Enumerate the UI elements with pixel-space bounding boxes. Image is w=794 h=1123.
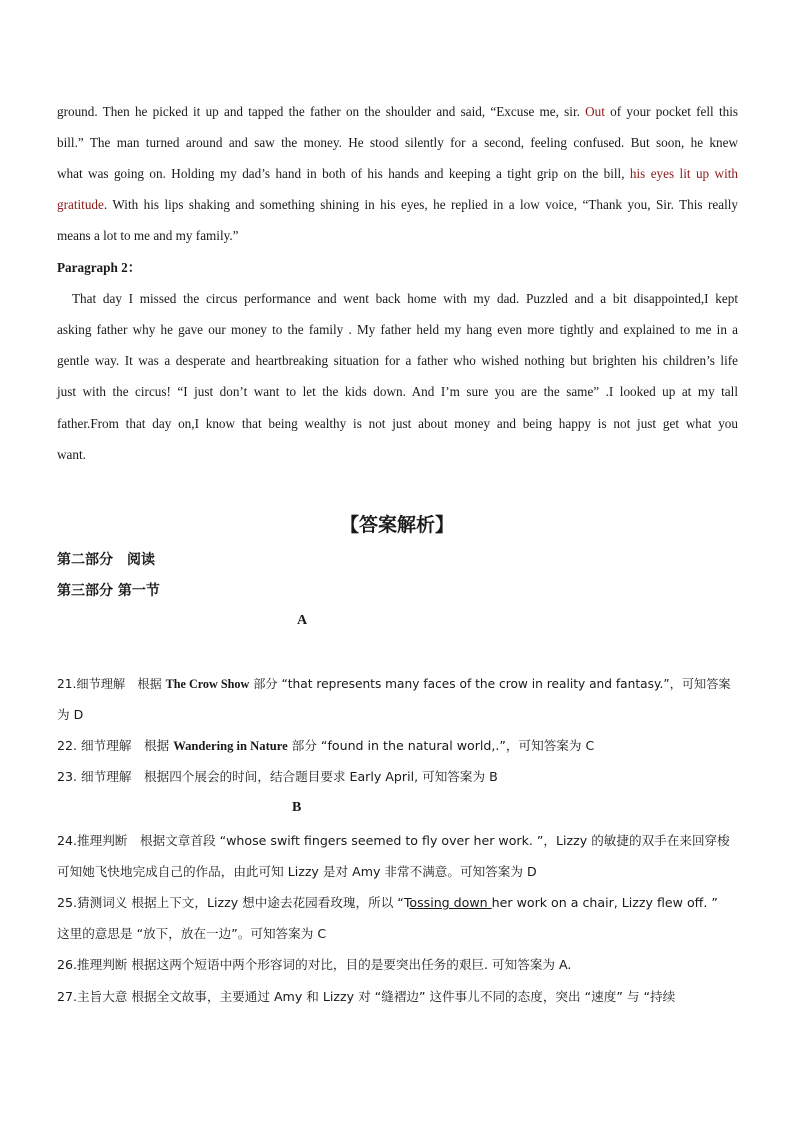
section-b-label: B bbox=[292, 800, 302, 815]
paragraph-2-line: asking father why he gave our money to the family . My father held my hang even more tightly and explained to me in a bbox=[57, 322, 738, 337]
paragraph-2-line: want. bbox=[57, 447, 86, 462]
paragraph-2-line: father.From that day on,I know that being wealthy is not just about money and being happy is not just get what you bbox=[57, 416, 738, 431]
passage-line: what was going on. Holding my dad’s hand in both of his hands and keeping a tight grip on the bill, his eyes lit up with bbox=[57, 166, 738, 181]
part-3-heading: 第三部分 第一节 bbox=[57, 583, 160, 599]
part-2-heading: 第二部分 阅读 bbox=[57, 552, 155, 568]
answer-item: 可知她飞快地完成自己的作品，由此可知 Lizzy 是对 Amy 非常不满意。可知答案为 D bbox=[57, 864, 537, 879]
answer-item: 这里的意思是 “放下，放在一边”。可知答案为 C bbox=[57, 926, 327, 941]
paragraph-2-line: just with the circus! “I just don’t want to let the kids down. And I’m sure you are the same” .I looked up at my tall bbox=[57, 384, 738, 399]
answer-item: 21.细节理解 根据 The Crow Show 部分 “that represents many faces of the crow in reality and fantasy.”，可知答案 bbox=[57, 677, 731, 691]
answer-item: 22. 细节理解 根据 Wandering in Nature 部分 “found in the natural world,.”，可知答案为 C bbox=[57, 738, 595, 753]
answer-item: 25.猜测词义 根据上下文，Lizzy 想中途去花园看玫瑰，所以 “Tossing down her work on a chair, Lizzy flew off. ” bbox=[57, 895, 718, 910]
paragraph-2-line: That day I missed the circus performance and went back home with my dad. Puzzled and a bit disappointed,I kept bbox=[72, 291, 738, 306]
answer-item: 23. 细节理解 根据四个展会的时间，结合题目要求 Early April, 可知答案为 B bbox=[57, 769, 498, 784]
passage-line: bill.” The man turned around and saw the money. He stood silently for a second, feeling confused. But soon, he knew bbox=[57, 135, 738, 150]
answer-item: 27.主旨大意 根据全文故事，主要通过 Amy 和 Lizzy 对 “缝褶边” 这件事儿不同的态度，突出 “速度” 与 “持续 bbox=[57, 989, 676, 1004]
answer-item: 24.推理判断 根据文章首段 “whose swift fingers seemed to fly over her work. ”，Lizzy 的敏捷的双手在来回穿梭 bbox=[57, 833, 730, 848]
passage-line: means a lot to me and my family.” bbox=[57, 228, 239, 243]
answer-analysis-title: 【答案解析】 bbox=[339, 514, 454, 536]
paragraph-2-line: gentle way. It was a desperate and heartbreaking situation for a father who wished nothing but brighten his children’s life bbox=[57, 353, 738, 368]
answer-item: 26.推理判断 根据这两个短语中两个形容词的对比，目的是要突出任务的艰巨. 可知答案为 A. bbox=[57, 957, 572, 972]
passage-line: gratitude. With his lips shaking and something shining in his eyes, he replied in a low voice, “Thank you, Sir. This really bbox=[57, 197, 738, 212]
answer-item: 为 D bbox=[57, 707, 84, 722]
passage-line: ground. Then he picked it up and tapped the father on the shoulder and said, “Excuse me, sir. Out of your pocket fell this bbox=[57, 104, 739, 119]
section-a-label: A bbox=[297, 613, 308, 628]
paragraph-2-label: Paragraph 2： bbox=[57, 260, 141, 275]
